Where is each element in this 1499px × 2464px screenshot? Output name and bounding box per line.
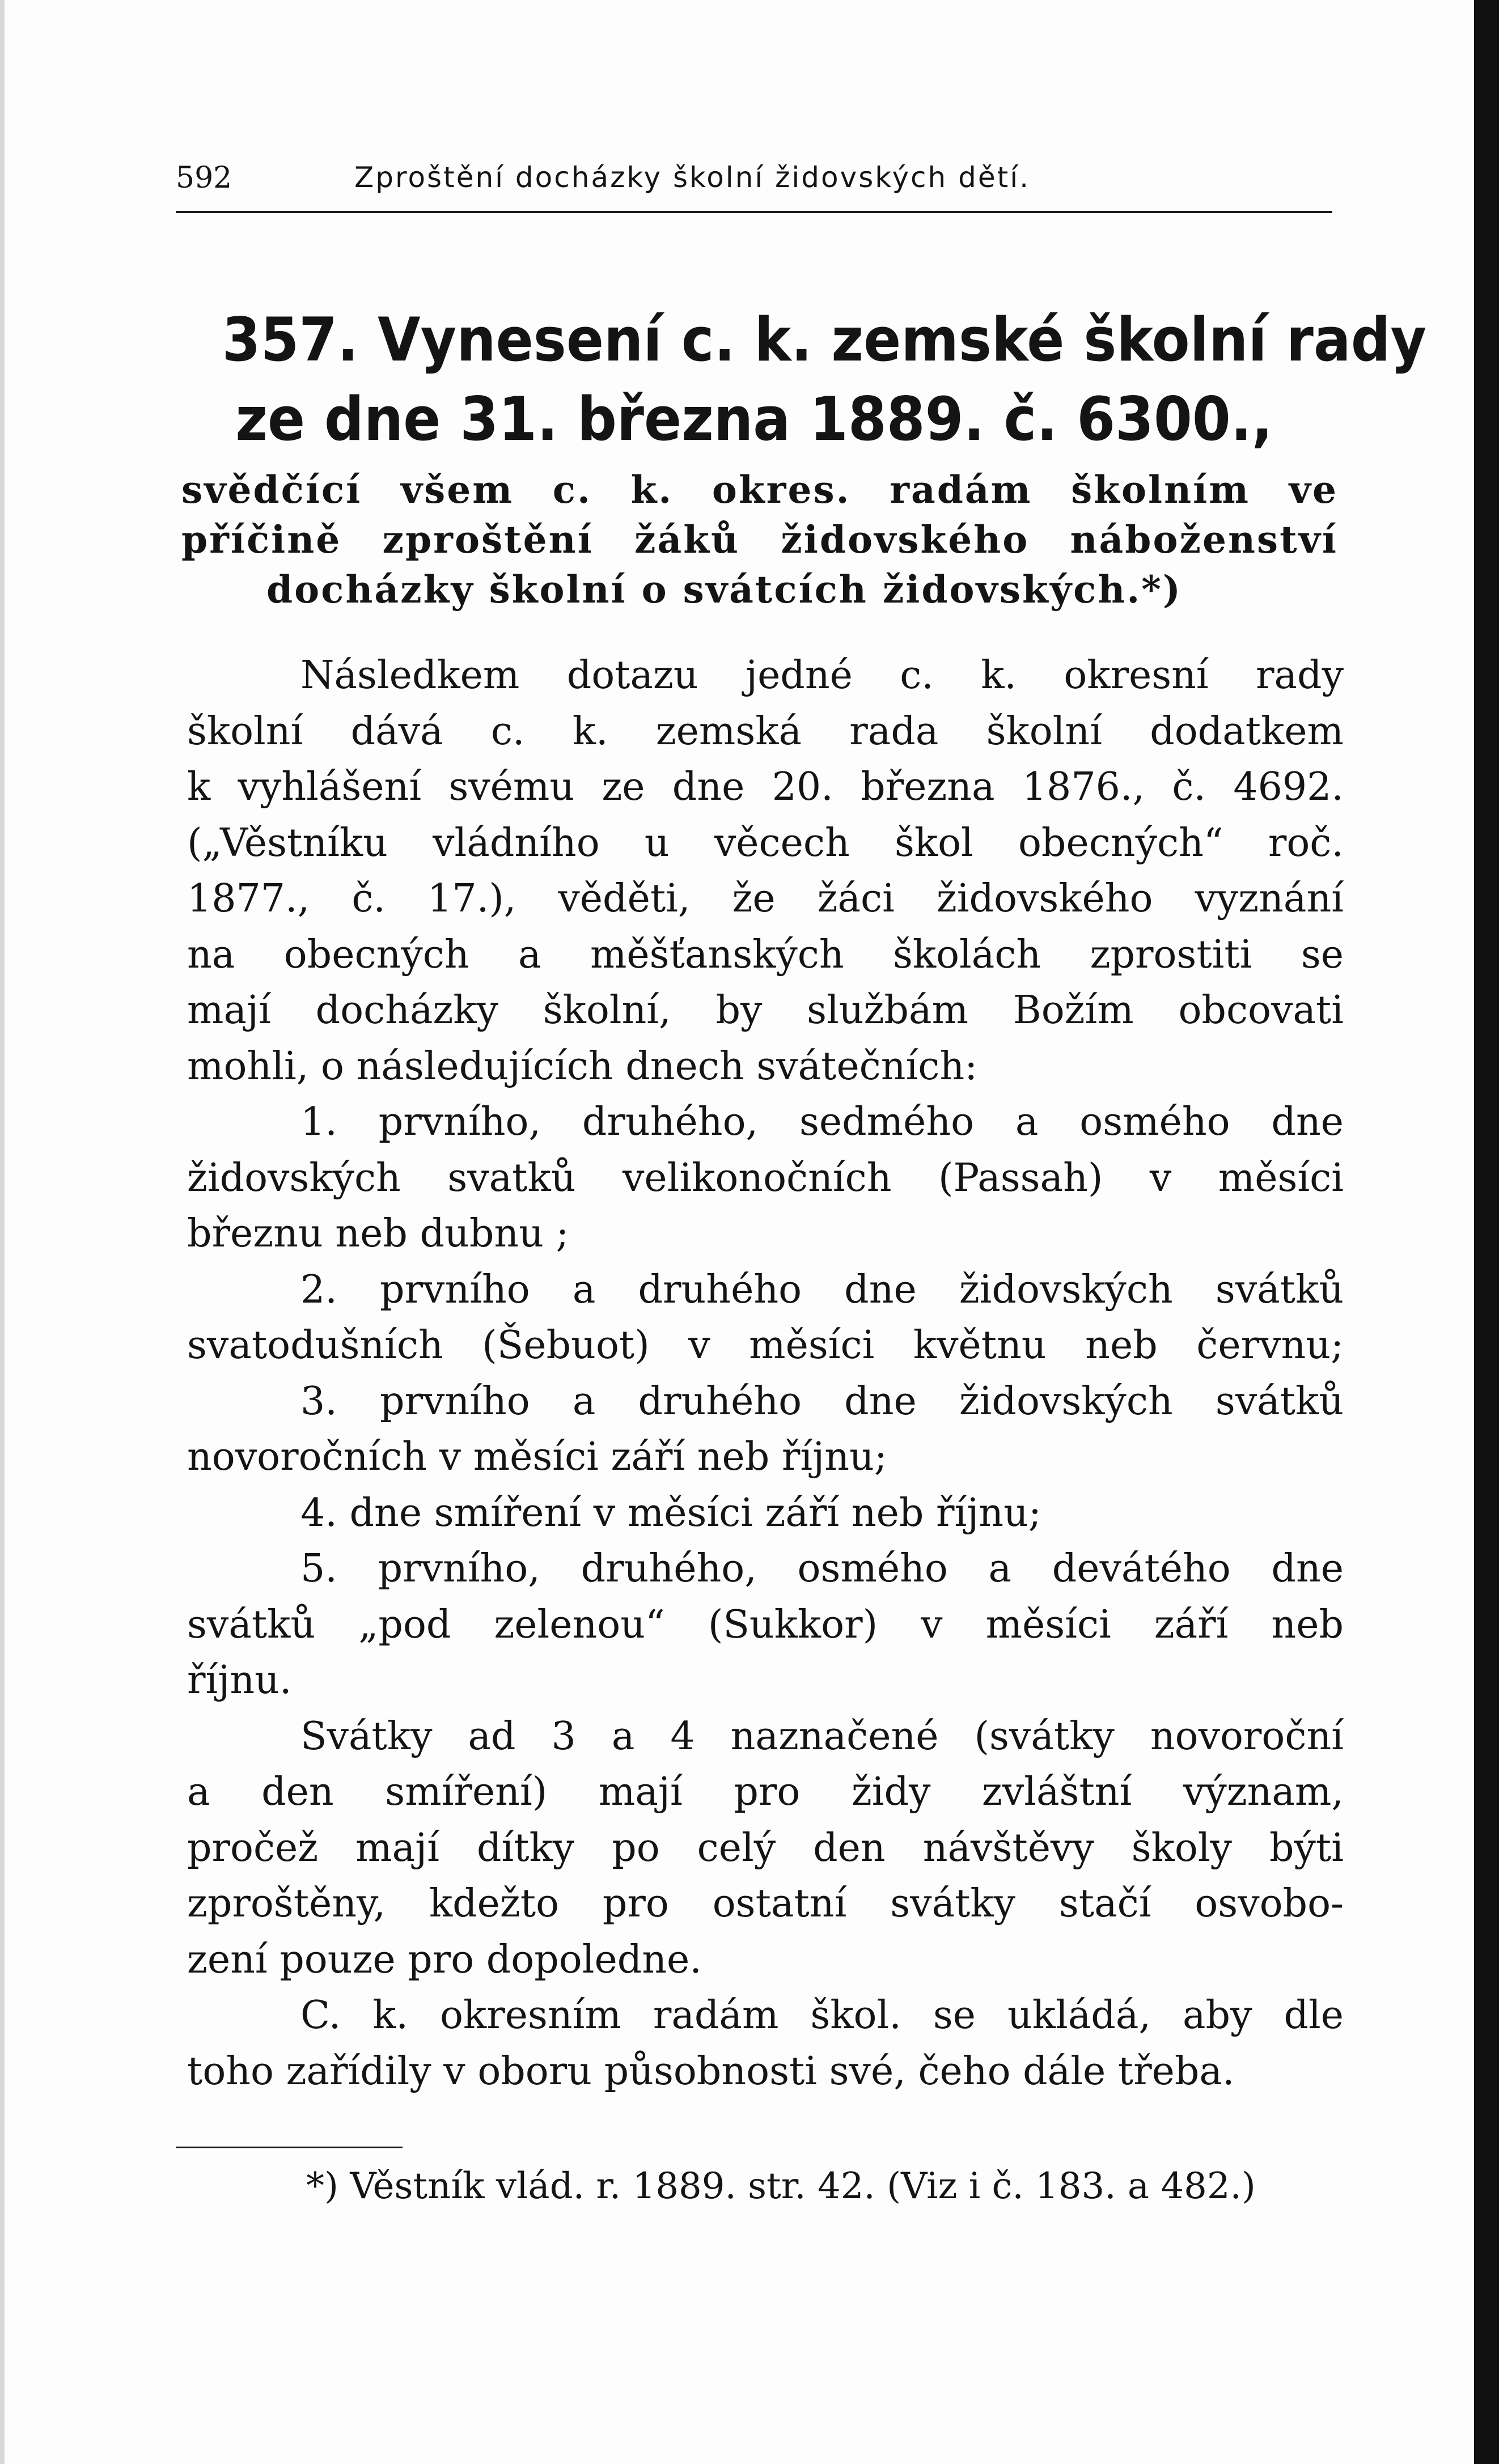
text-line: zení pouze pro dopoledne. [187,1937,702,1982]
title-line: ze dne 31. března 1889. č. 6300., [235,384,1273,454]
text-line: říjnu. [187,1658,292,1703]
text-line: na obecných a měšťanských školách zprostiti se [187,932,1344,977]
list-item: 3. prvního a druhého dne židovských svátků [300,1379,1344,1424]
subtitle-line: docházky školní o svátcích židovských.*) [266,567,1183,612]
text-line: toho zařídily v oboru působnosti své, čeho dále třeba. [187,2049,1235,2094]
list-item: 5. prvního, druhého, osmého a devátého dne [300,1546,1344,1591]
text-line: mohli, o následujících dnech svátečních: [187,1044,978,1089]
text-line: zproštěny, kdežto pro ostatní svátky stačí osvobo- [187,1881,1344,1926]
text-line: svatodušních (Šebuot) v měsíci květnu neb červnu; [187,1323,1344,1368]
list-item: 4. dne smíření v měsíci září neb říjnu; [300,1490,1041,1536]
text-line: k vyhlášení svému ze dne 20. března 1876., č. 4692. [187,765,1344,809]
body-text [187,648,1344,2100]
text-line: svátků „pod zelenou“ (Sukkor) v měsíci září neb [187,1602,1344,1647]
footnote: *) Věstník vlád. r. 1889. str. 42. (Viz i č. 183. a 482.) [306,2165,1256,2207]
scan-edge-right [1474,0,1499,2464]
document-subtitle [181,465,1338,614]
text-line: a den smíření) mají pro židy zvláštní význam, [187,1770,1344,1814]
text-line: 1877., č. 17.), věděti, že žáci židovského vyznání [187,876,1344,921]
subtitle-line: svědčící všem c. k. okres. radám školním ve [181,468,1338,512]
scan-edge-left [0,0,5,2464]
text-line: židovských svatků velikonočních (Passah) v měsíci [187,1155,1344,1201]
text-line: („Věstníku vládního u věcech škol obecných“ roč. [187,820,1344,866]
text-line: novoročních v měsíci září neb říjnu; [187,1435,887,1479]
page-header [176,153,1332,204]
subtitle-line: příčině zproštění žáků židovského náboženství [181,518,1338,562]
header-rule [176,211,1332,213]
text-line: Následkem dotazu jedné c. k. okresní rady [300,653,1344,698]
text-line: mají docházky školní, by službám Božím obcovati [187,988,1344,1033]
text-line: Svátky ad 3 a 4 naznačené (svátky novoroční [300,1714,1344,1759]
running-head: Zproštění docházky školní židovských dětí. [354,161,1030,194]
document-title [222,300,1427,459]
text-line: pročež mají dítky po celý den návštěvy školy býti [187,1825,1344,1871]
list-item: 2. prvního a druhého dne židovských svátků [300,1267,1344,1312]
text-line: březnu neb dubnu ; [187,1211,569,1256]
title-line: 357. Vynesení c. k. zemské školní rady [222,305,1427,375]
page-number: 592 [176,161,232,195]
list-item: 1. prvního, druhého, sedmého a osmého dne [300,1100,1344,1144]
footnote-rule [176,2147,403,2148]
text-line: C. k. okresním radám škol. se ukládá, aby dle [300,1993,1344,2038]
text-line: školní dává c. k. zemská rada školní dodatkem [187,709,1344,754]
